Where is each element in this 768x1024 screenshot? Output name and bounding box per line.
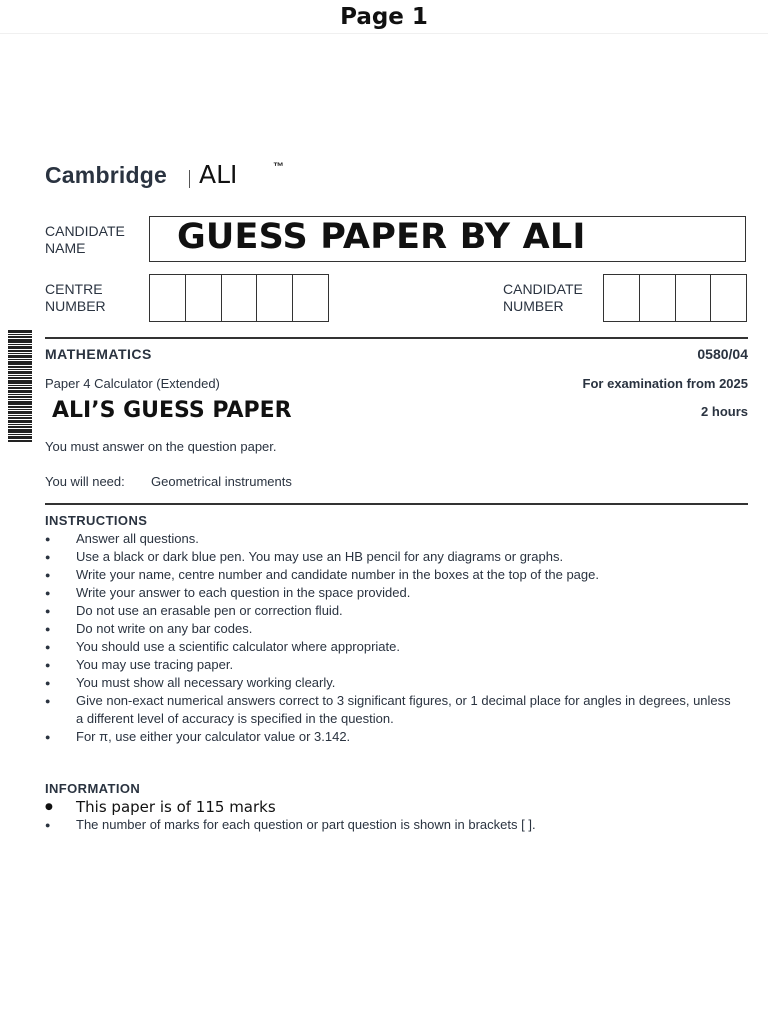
candidate-name-label (45, 223, 125, 257)
subject-title: MATHEMATICS (45, 346, 152, 362)
information-list (45, 798, 735, 834)
candidate-number-label (503, 281, 583, 315)
list-item: ● You must show all necessary working clearly. (45, 674, 735, 692)
candidate-number-cell[interactable] (711, 275, 746, 321)
candidate-name-value: GUESS PAPER BY ALI (177, 217, 586, 257)
information-heading: INFORMATION (45, 781, 141, 796)
list-item: ● Give non-exact numerical answers correct to 3 significant figures, or 1 decimal place for angles in degrees, unless a different level of accuracy is specified in the question. (45, 692, 735, 728)
list-item: ● Write your name, centre number and candidate number in the boxes at the top of the page. (45, 566, 735, 584)
centre-number-label-line1: CENTRE (45, 281, 103, 297)
centre-number-cell[interactable] (293, 275, 328, 321)
paper-description: Paper 4 Calculator (Extended) (45, 376, 220, 391)
brand-name: Cambridge (45, 162, 167, 188)
paper-duration: 2 hours (701, 404, 748, 419)
candidate-number-boxes[interactable] (603, 274, 747, 322)
section-divider (45, 503, 748, 505)
candidate-name-label-line1: CANDIDATE (45, 223, 125, 239)
list-item: ● This paper is of 115 marks (45, 798, 735, 816)
guess-paper-title: ALI’S GUESS PAPER (52, 398, 292, 423)
centre-number-cell[interactable] (186, 275, 222, 321)
answer-instruction: You must answer on the question paper. (45, 439, 277, 454)
brand-suffix: ALI (199, 160, 238, 189)
trademark-symbol: ™ (273, 161, 284, 173)
instructions-heading: INSTRUCTIONS (45, 513, 148, 528)
list-item: ● You may use tracing paper. (45, 656, 735, 674)
list-item: ● Do not use an erasable pen or correction fluid. (45, 602, 735, 620)
page-title: Page 1 (340, 4, 428, 30)
centre-number-cell[interactable] (257, 275, 293, 321)
candidate-number-label-line2: NUMBER (503, 298, 564, 314)
section-divider (45, 337, 748, 339)
instructions-list (45, 530, 735, 746)
brand-separator (189, 170, 190, 188)
page-divider (0, 33, 768, 34)
centre-number-label-line2: NUMBER (45, 298, 106, 314)
list-item: ● For π, use either your calculator value or 3.142. (45, 728, 735, 746)
centre-number-cell[interactable] (222, 275, 258, 321)
candidate-number-cell[interactable] (604, 275, 640, 321)
list-item: ● The number of marks for each question or part question is shown in brackets [ ]. (45, 816, 735, 834)
list-item: ● You should use a scientific calculator where appropriate. (45, 638, 735, 656)
centre-number-boxes[interactable] (149, 274, 329, 322)
list-item: ● Answer all questions. (45, 530, 735, 548)
centre-number-cell[interactable] (150, 275, 186, 321)
list-item: ● Do not write on any bar codes. (45, 620, 735, 638)
candidate-name-label-line2: NAME (45, 240, 86, 256)
exam-year: For examination from 2025 (582, 376, 748, 391)
paper-code: 0580/04 (697, 346, 748, 362)
candidate-number-label-line1: CANDIDATE (503, 281, 583, 297)
list-item: ● Write your answer to each question in the space provided. (45, 584, 735, 602)
barcode-icon (8, 330, 32, 470)
equipment-value: Geometrical instruments (151, 474, 292, 489)
list-item: ● Use a black or dark blue pen. You may use an HB pencil for any diagrams or graphs. (45, 548, 735, 566)
centre-number-label (45, 281, 106, 315)
equipment-label: You will need: (45, 474, 125, 489)
candidate-number-cell[interactable] (640, 275, 676, 321)
candidate-number-cell[interactable] (676, 275, 712, 321)
